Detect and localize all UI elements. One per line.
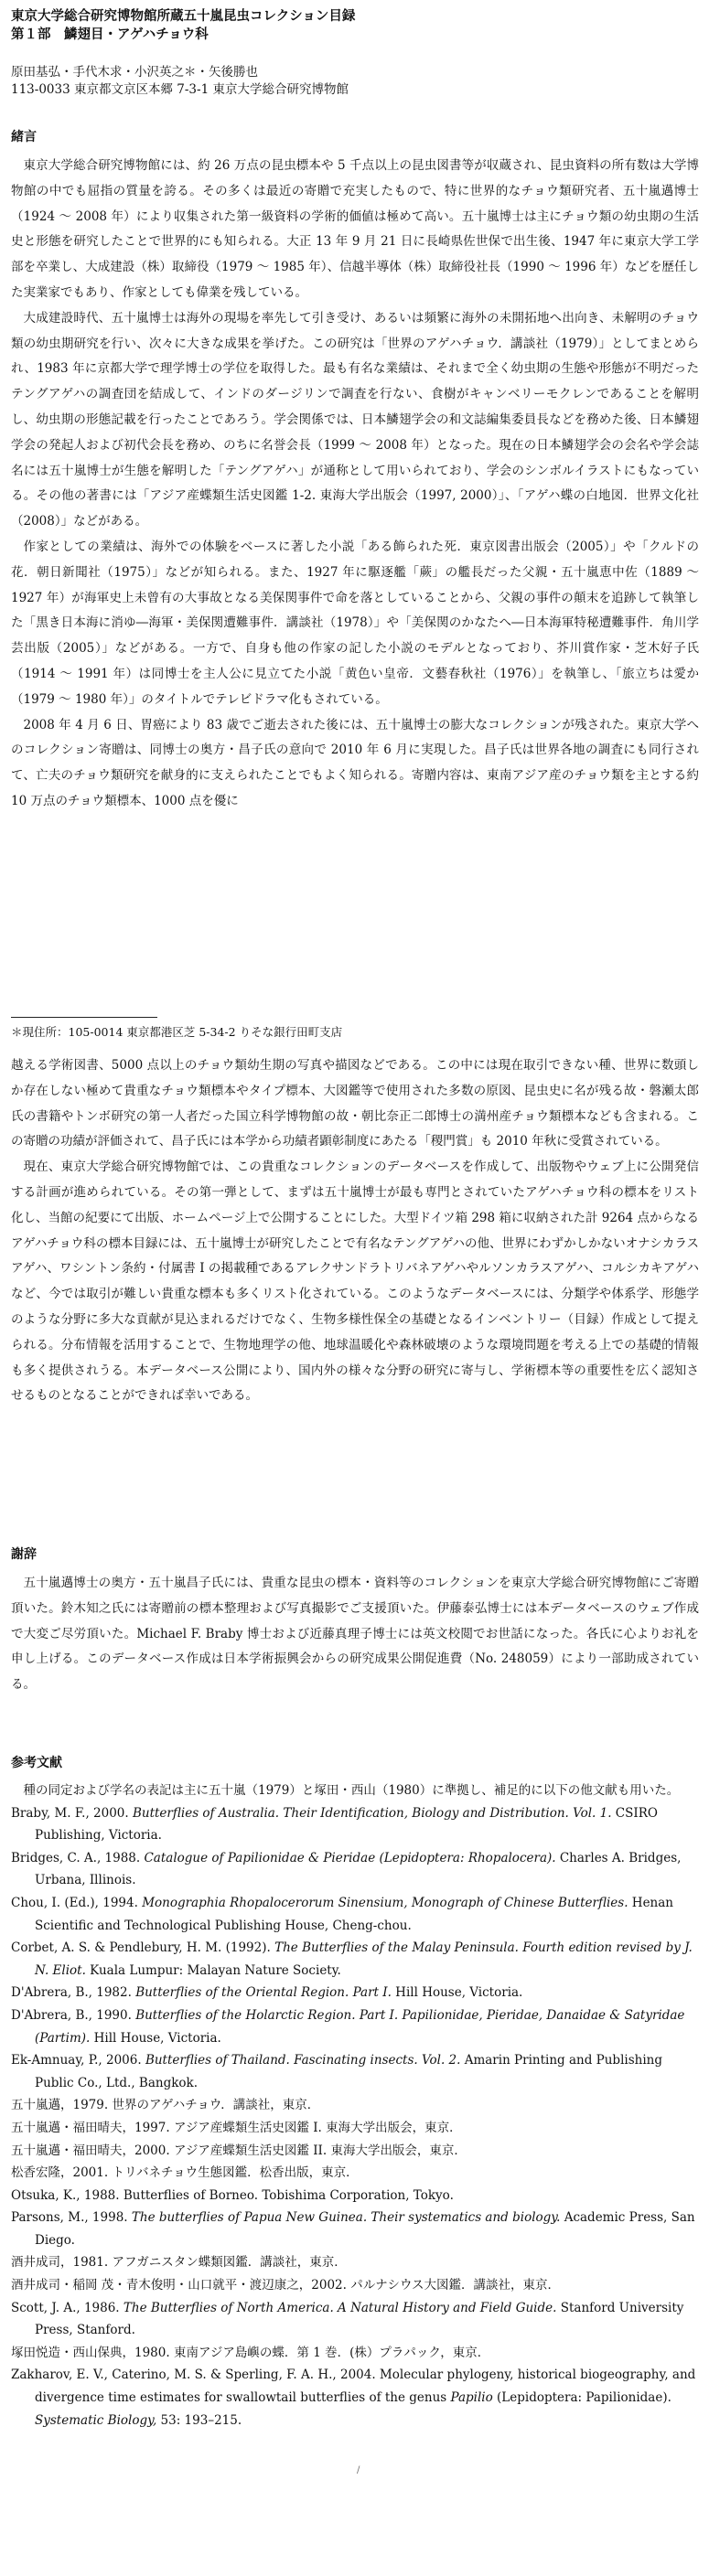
reference-text: Bridges, C. A., 1988. xyxy=(11,1850,145,1865)
intro-paragraph-1: 東京大学総合研究博物館には、約 26 万点の昆虫標本や 5 千点以上の昆虫図書等が収蔵され、昆虫資料の所有数は大学博物館の中でも屈指の質量を誇る。その多くは最近の寄贈で充実したもので、特に世界的なチョウ類研究者、五十嵐邁博士（1924 ～ 2008 年）により収集された第一級資料の学術的価値は極めて高い。五十嵐博士は主にチョウ類の幼虫期の生活史と形態を研究したことで世界的にも知られる。大正 13 年 9 月 21 日に長崎県佐世保で出生後、1947 年に東京大学工学部を卒業し、大成建設（株）取締役（1979 ～ 1985 年）、信越半導体（株）取締役社長（1990 ～ 1996 年）などを歴任した実業家でもあり、作家としても偉業を残している。 xyxy=(11,158,699,300)
reference-text: 塚田悦造・西山保典，1980. 東南アジア島嶼の蝶．第 1 巻．(株）プラパック，東京． xyxy=(11,2345,490,2360)
reference-title: Monographia Rhopalocerorum Sinensium, Monograph of Chinese Butterflies. xyxy=(142,1895,628,1910)
affiliation: 113-0033 東京都文京区本郷 7-3-1 東京大学総合研究博物館 xyxy=(11,82,349,97)
references-heading: 参考文献 xyxy=(11,1756,62,1770)
reference-text: D'Abrera, B., 1990. xyxy=(11,2007,136,2023)
reference-text: Otsuka, K., 1988. Butterflies of Borneo. Tobishima Corporation, Tokyo. xyxy=(11,2187,454,2203)
reference-text: Zakharov, E. V., Caterino, M. S. & Sperling, F. A. H., 2004. Molecular phylogeny, historical biogeography, and divergence time estimates for swallowtail butterflies of the genus xyxy=(11,2368,696,2406)
reference-title: The butterflies of Papua New Guinea. Their systematics and biology. xyxy=(131,2210,561,2226)
reference-text: 松香宏隆，2001. トリバネチョウ生態図鑑．松香出版，東京． xyxy=(11,2165,359,2181)
reference-text: Scott, J. A., 1986. xyxy=(11,2300,124,2315)
reference-item xyxy=(11,1937,699,1982)
reference-item xyxy=(11,2297,699,2342)
reference-item xyxy=(11,2162,699,2185)
ack-text: 五十嵐邁博士の奥方・五十嵐昌子氏には、貴重な昆虫の標本・資料等のコレクションを東京大学総合研究博物館にご寄贈頂いた。鈴木知之氏には寄贈前の標本整理および写真撮影でご支援頂いた。伊藤泰弘博士には本データベースのウェブ作成で大変ご尽労頂いた。Michael F. Braby 博士および近藤真理子博士には英文校閲でお世話になった。各氏に心よりお礼を申し上げる。このデータベース作成は日本学術振興会からの研究成果公開促進費（No. 248059）により一部助成されている。 xyxy=(11,1576,699,1693)
references-intro: 種の同定および学名の表記は主に五十嵐（1979）と塚田・西山（1980）に準拠し、補足的に以下の他文献も用いた。 xyxy=(23,1783,680,1798)
reference-title: Papilio xyxy=(450,2390,493,2406)
intro-paragraph-5: 現在、東京大学総合研究博物館では、この貴重なコレクションのデータベースを作成して、出版物やウェブ上に公開発信する計画が進められている。その第一弾として、まずは五十嵐博士が最も専門とされていたアゲハチョウ科の標本をリスト化し、当館の紀要にて出版、ホームページ上で公開することにした。大型ドイツ箱 298 箱に収納された計 9264 点からなるアゲハチョウ科の標本目録には、五十嵐博士が研究したことで有名なテングアゲハの他、世界にわずかしかないオナシカラスアゲハ、ワシントン条約・付属書 I の掲載種であるアレクサンドラトリバネアゲハやルソンカラスアゲハ、コルシカキアゲハなど、今では取引が難しい貴重な標本も多くリスト化されている。このようなデータベースには、分類学や体系学、形態学のような分野に多大な貢献が見込まれるだけでなく、生物多様性保全の基礎となるインベントリー（目録）作成として提えられる。分布情報を活用することで、生物地理学の他、地球温暖化や森林破壊のような環境問題を考える上での基礎的情報も多く提供されうる。本データベース公開により、国内外の様々な分野の研究に寄与し、学術標本等の重要性を広く認知させるものとなることができれば幸いである。 xyxy=(11,1160,699,1404)
reference-item xyxy=(11,1982,699,2004)
reference-item xyxy=(11,2342,699,2365)
reference-text: 五十嵐邁・福田晴夫，2000. アジア産蝶類生活史図鑑 II. 東海大学出版会，東京． xyxy=(11,2143,467,2158)
paper-subtitle: 第１部 鱗翅目・アゲハチョウ科 xyxy=(11,27,209,42)
reference-text: Academic Press, San Diego. xyxy=(35,2210,695,2248)
reference-item xyxy=(11,2094,699,2117)
ack-heading: 謝辞 xyxy=(11,1547,37,1562)
reference-item xyxy=(11,1892,699,1937)
reference-text: Chou, I. (Ed.), 1994. xyxy=(11,1895,143,1910)
reference-text: 53: 193–215. xyxy=(156,2412,242,2428)
reference-text: Ek-Amnuay, P., 2006. xyxy=(11,2053,145,2068)
reference-text: Hill House, Victoria. xyxy=(391,1985,523,2001)
footnote: ＊現住所：105-0014 東京都港区芝 5-34-2 りそな銀行田町支店 xyxy=(11,1025,343,1039)
reference-text: 酒井成司，1981. アフガニスタン蝶類図鑑．講談社，東京． xyxy=(11,2255,347,2271)
paper-header xyxy=(11,7,688,99)
reference-item xyxy=(11,2207,699,2251)
reference-text: CSIRO Publishing, Victoria. xyxy=(35,1805,658,1844)
intro-heading: 緒言 xyxy=(11,130,37,144)
reference-item xyxy=(11,2364,699,2432)
reference-text: Amarin Printing and Publishing Public Co., Ltd., Bangkok. xyxy=(35,2053,662,2090)
reference-text: 五十嵐邁・福田晴夫，1997. アジア産蝶類生活史図鑑 I. 東海大学出版会，東京． xyxy=(11,2120,462,2135)
reference-item xyxy=(11,2140,699,2163)
reference-title: Butterflies of Thailand. Fascinating insects. Vol. 2. xyxy=(145,2053,461,2068)
reference-list xyxy=(11,1802,699,2432)
reference-text: Kuala Lumpur: Malayan Nature Society. xyxy=(85,1962,341,1978)
reference-text: (Lepidoptera: Papilionidae). xyxy=(492,2390,671,2406)
reference-item xyxy=(11,2004,699,2049)
references-section xyxy=(11,1754,699,2432)
reference-item xyxy=(11,2274,699,2297)
intro-paragraph-4-cont: 越える学術図書、5000 点以上のチョウ類幼生期の写真や描図などである。この中には現在取引できない種、世界に数頭しか存在しない極めて貴重なチョウ類標本やタイプ標本、大図鑑等で使用された多数の原図、昆虫史に名が残る故・磐瀬太郎氏の書籍やトンボ研究の第一人者だった国立科学博物館の故・朝比奈正二郎博士の満州産チョウ類標本なども含まれる。この寄贈の功績が評価されて、昌子氏には本学から功績者顕彰制度にあたる「稷門賞」も 2010 年秋に受賞されている。 xyxy=(11,1058,699,1149)
reference-text: D'Abrera, B., 1982. xyxy=(11,1985,136,2001)
intro-section xyxy=(11,128,699,815)
intro-continued xyxy=(11,1053,699,1409)
footnote-rule xyxy=(11,1017,157,1018)
intro-paragraph-4: 2008 年 4 月 6 日、胃癌により 83 歳でご逝去された後には、五十嵐博士の膨大なコレクションが残された。東京大学へのコレクション寄贈は、同博士の奥方・昌子氏の意向で 2010 年 6 月に実現した。昌子氏は世界各地の調査にも同行されて、亡夫のチョウ類研究を献身的に支えられたことでもよく知られる。寄贈内容は、東南アジア産のチョウ類を主とする約 10 万点のチョウ類標本、1000 点を優に xyxy=(11,717,699,808)
reference-text: Corbet, A. S. & Pendlebury, H. M. (1992). xyxy=(11,1940,275,1956)
reference-item xyxy=(11,1847,699,1892)
scan-mark: / xyxy=(357,2465,360,2475)
reference-title: The Butterflies of the Malay Peninsula. Fourth edition revised by J. N. Eliot. xyxy=(35,1940,693,1978)
intro-paragraph-3: 作家としての業績は、海外での体験をベースに著した小説「ある飾られた死．東京図書出版会（2005）」や「クルドの花．朝日新聞社（1975）」などが知られる。また、1927 年に駆逐艦「蕨」の艦長だった父親・五十嵐恵中佐（1889 ～ 1927 年）が海軍史上未曾有の大事故となる美保関事件で命を落としていることから、父親の事件の顛末を追跡して執筆した「黒き日本海に消ゆ―海軍・美保関遭難事件．講談社（1978）」や「美保関のかなたへ―日本海軍特秘遭難事件．角川学芸出版（2005）」などがある。一方で、自身も他の作家の記した小説のモデルとなっており、芥川賞作家・芝木好子氏（1914 ～ 1991 年）は同博士を主人公に見立てた小説「黄色い皇帝．文藝春秋社（1976）」を執筆し、「旅立ちは愛か（1979 ～ 1980 年）」のタイトルでテレビドラマ化もされている。 xyxy=(11,539,699,707)
reference-text: Henan Scientific and Technological Publishing House, Cheng-chou. xyxy=(35,1895,673,1933)
reference-item xyxy=(11,2049,699,2094)
reference-text: Stanford University Press, Stanford. xyxy=(35,2300,684,2338)
reference-item xyxy=(11,2251,699,2274)
reference-title: Systematic Biology, xyxy=(35,2412,157,2428)
reference-text: Charles A. Bridges, Urbana, Illinois. xyxy=(35,1850,682,1888)
authors: 原田基弘・手代木求・小沢英之＊・矢後勝也 xyxy=(11,65,258,80)
intro-paragraph-2: 大成建設時代、五十嵐博士は海外の現場を率先して引き受け、あるいは頻繁に海外の未開拓地へ出向き、未解明のチョウ類の幼虫期研究を行い、次々に大きな成果を挙げた。この研究は「世界のアゲハチョウ．講談社（1979）」としてまとめられ、1983 年に京都大学で理学博士の学位を取得した。最も有名な業績は、それまで全く幼虫期の生態や形態が不明だったテングアゲハの調査団を結成して、インドのダージリンで調査を行ない、食樹がキャンベリーモクレンであることを解明し、幼虫期の形態記載を行ったことであろう。学会関係では、日本鱗翅学会の和文誌編集委員長などを務めた後、日本鱗翅学会の発起人および初代会長を務め、のちに名誉会長（1999 ～ 2008 年）となった。現在の日本鱗翅学会の会名や学会誌名には五十嵐博士が生態を解明した「テングアゲハ」が通称として用いられており、学会のシンボルイラストにもなっている。その他の著書には「アジア産蝶類生活史図鑑 1-2. 東海大学出版会（1997, 2000）」、「アゲハ蝶の白地図．世界文化社（2008）」などがある。 xyxy=(11,310,699,529)
reference-text: 五十嵐邁，1979. 世界のアゲハチョウ．講談社，東京． xyxy=(11,2098,320,2113)
ack-section xyxy=(11,1545,699,1698)
reference-title: The Butterflies of North America. A Natural History and Field Guide. xyxy=(123,2300,557,2315)
reference-title: Butterflies of the Holarctic Region. Part I. Papilionidae, Pieridae, Danaidae & Satyridae (Partim). xyxy=(35,2007,685,2046)
paper-title: 東京大学総合研究博物館所蔵五十嵐昆虫コレクション目録 xyxy=(11,8,356,24)
reference-title: Catalogue of Papilionidae & Pieridae (Lepidoptera: Rhopalocera). xyxy=(144,1850,556,1865)
reference-text: Braby, M. F., 2000. xyxy=(11,1805,133,1821)
reference-item xyxy=(11,2117,699,2140)
reference-title: Butterflies of the Oriental Region. Part I. xyxy=(135,1985,392,2001)
reference-item xyxy=(11,2185,699,2207)
reference-text: Parsons, M., 1998. xyxy=(11,2210,132,2226)
reference-item xyxy=(11,1802,699,1847)
reference-title: Butterflies of Australia. Their Identification, Biology and Distribution. Vol. 1. xyxy=(132,1805,612,1821)
reference-text: Hill House, Victoria. xyxy=(90,2030,221,2046)
reference-text: 酒井成司・稲岡 茂・青木俊明・山口就平・渡辺康之，2002. パルナシウス大図鑑．講談社，東京． xyxy=(11,2278,561,2293)
